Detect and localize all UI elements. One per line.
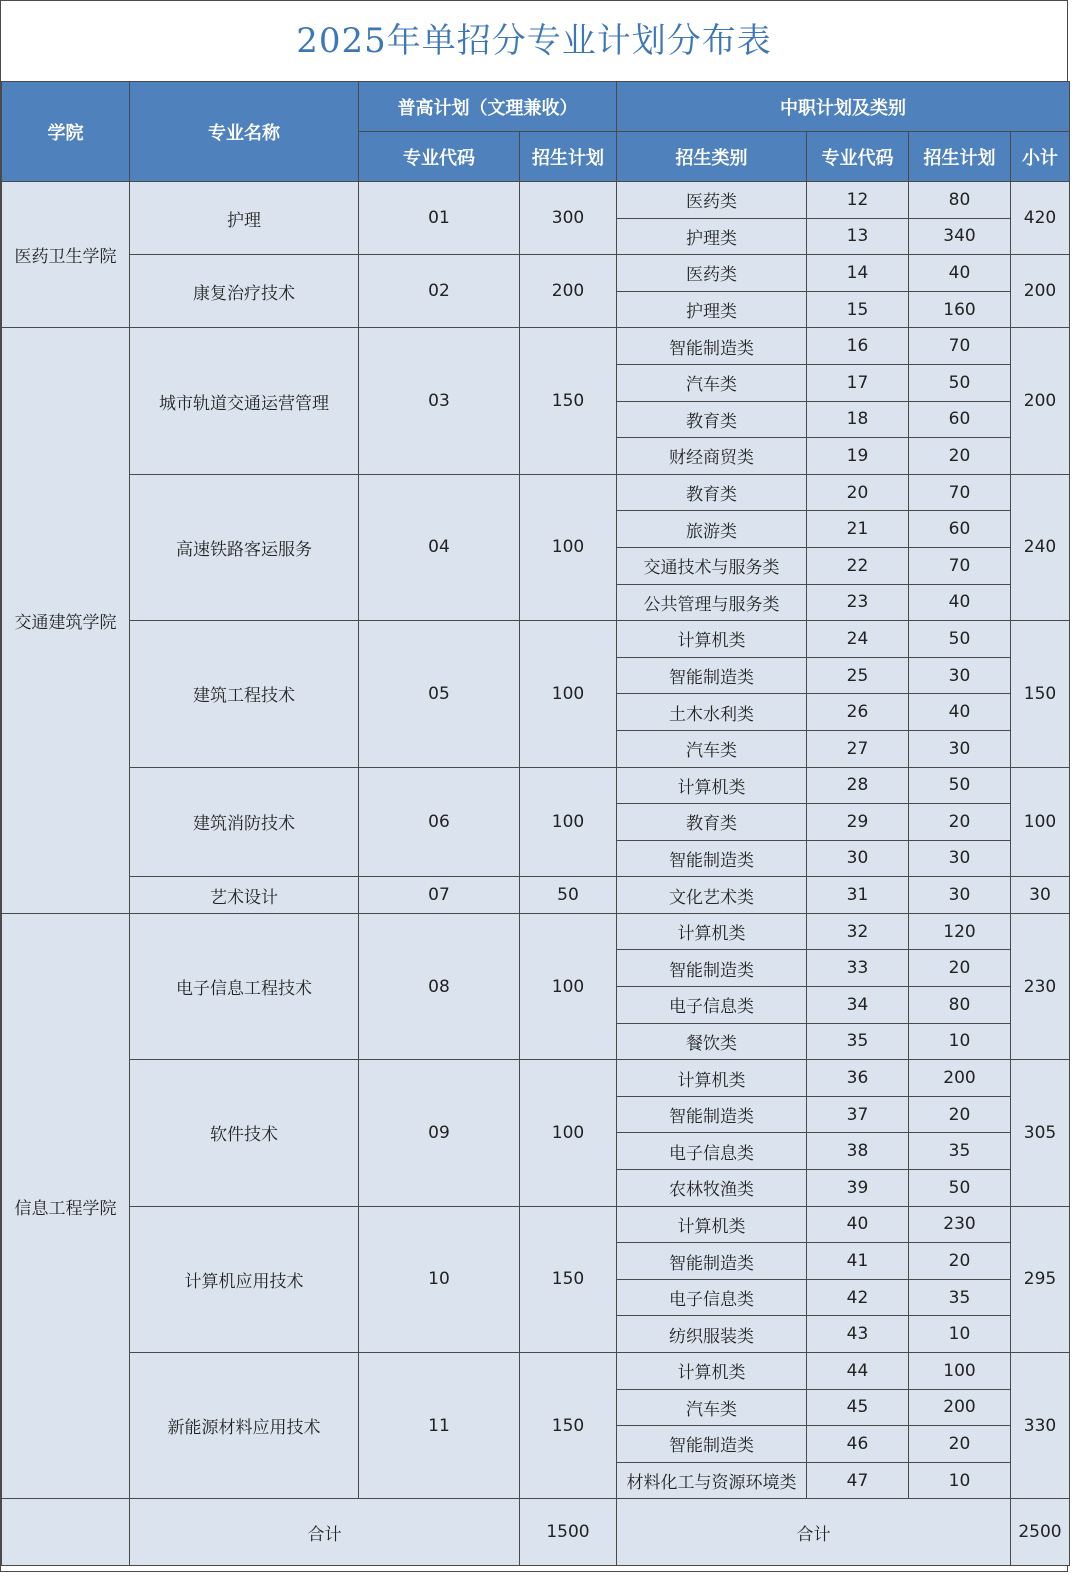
general-plan-value: 150 — [520, 1353, 617, 1499]
header-major-code: 专业代码 — [359, 132, 520, 182]
general-plan-value: 100 — [520, 1060, 617, 1206]
enroll-category: 智能制造类 — [617, 840, 807, 877]
voc-major-code: 21 — [807, 511, 909, 548]
voc-plan-value: 60 — [909, 401, 1011, 438]
voc-major-code: 26 — [807, 694, 909, 731]
major-name: 软件技术 — [130, 1060, 359, 1206]
voc-plan-value: 20 — [909, 438, 1011, 475]
header-college: 学院 — [2, 82, 130, 182]
voc-major-code: 22 — [807, 547, 909, 584]
voc-plan-value: 20 — [909, 1243, 1011, 1280]
enroll-category: 医药类 — [617, 182, 807, 219]
enroll-category: 计算机类 — [617, 913, 807, 950]
subtotal-value: 305 — [1011, 1060, 1070, 1206]
voc-plan-value: 50 — [909, 1170, 1011, 1207]
major-code: 06 — [359, 767, 520, 877]
voc-plan-value: 40 — [909, 255, 1011, 292]
major-code: 04 — [359, 474, 520, 620]
voc-major-code: 24 — [807, 621, 909, 658]
voc-major-code: 23 — [807, 584, 909, 621]
voc-major-code: 36 — [807, 1060, 909, 1097]
major-name: 建筑工程技术 — [130, 621, 359, 767]
voc-plan-value: 80 — [909, 987, 1011, 1024]
general-plan-value: 100 — [520, 913, 617, 1059]
voc-plan-value: 35 — [909, 1133, 1011, 1170]
enroll-category: 计算机类 — [617, 1353, 807, 1390]
major-name: 电子信息工程技术 — [130, 913, 359, 1059]
header-voc-major-code: 专业代码 — [807, 132, 909, 182]
major-code: 01 — [359, 182, 520, 255]
header-general-plan: 普高计划（文理兼收） — [359, 82, 617, 132]
general-plan-value: 100 — [520, 621, 617, 767]
voc-major-code: 43 — [807, 1316, 909, 1353]
enroll-category: 智能制造类 — [617, 1096, 807, 1133]
enroll-category: 汽车类 — [617, 1389, 807, 1426]
voc-plan-value: 10 — [909, 1462, 1011, 1499]
major-code: 11 — [359, 1353, 520, 1499]
total-empty-cell — [2, 1499, 130, 1566]
major-name: 康复治疗技术 — [130, 255, 359, 328]
header-row-1 — [2, 82, 1070, 132]
voc-plan-value: 340 — [909, 218, 1011, 255]
general-plan-value: 100 — [520, 767, 617, 877]
major-code: 09 — [359, 1060, 520, 1206]
enroll-category: 计算机类 — [617, 1206, 807, 1243]
header-enroll-plan: 招生计划 — [520, 132, 617, 182]
voc-plan-value: 50 — [909, 767, 1011, 804]
major-name: 护理 — [130, 182, 359, 255]
voc-plan-value: 50 — [909, 364, 1011, 401]
voc-plan-value: 60 — [909, 511, 1011, 548]
table-row — [2, 182, 1070, 219]
voc-plan-value: 30 — [909, 877, 1011, 914]
voc-major-code: 18 — [807, 401, 909, 438]
total-vocational-label: 合计 — [617, 1499, 1011, 1566]
enroll-category: 土木水利类 — [617, 694, 807, 731]
voc-major-code: 16 — [807, 328, 909, 365]
voc-major-code: 28 — [807, 767, 909, 804]
voc-plan-value: 10 — [909, 1023, 1011, 1060]
voc-major-code: 19 — [807, 438, 909, 475]
voc-major-code: 30 — [807, 840, 909, 877]
enroll-category: 材料化工与资源环境类 — [617, 1462, 807, 1499]
enroll-category: 汽车类 — [617, 364, 807, 401]
major-name: 城市轨道交通运营管理 — [130, 328, 359, 474]
major-name: 建筑消防技术 — [130, 767, 359, 877]
table-row — [2, 255, 1070, 292]
voc-major-code: 12 — [807, 182, 909, 219]
voc-plan-value: 80 — [909, 182, 1011, 219]
total-vocational-value: 2500 — [1011, 1499, 1070, 1566]
subtotal-value: 30 — [1011, 877, 1070, 914]
table-row — [2, 328, 1070, 365]
table-row — [2, 1206, 1070, 1243]
enroll-category: 教育类 — [617, 401, 807, 438]
voc-major-code: 31 — [807, 877, 909, 914]
voc-major-code: 32 — [807, 913, 909, 950]
voc-major-code: 14 — [807, 255, 909, 292]
voc-plan-value: 20 — [909, 804, 1011, 841]
subtotal-value: 295 — [1011, 1206, 1070, 1352]
subtotal-value: 200 — [1011, 255, 1070, 328]
enroll-category: 餐饮类 — [617, 1023, 807, 1060]
voc-plan-value: 30 — [909, 730, 1011, 767]
table-row — [2, 1353, 1070, 1390]
voc-major-code: 47 — [807, 1462, 909, 1499]
voc-major-code: 29 — [807, 804, 909, 841]
voc-plan-value: 40 — [909, 584, 1011, 621]
total-row — [2, 1499, 1070, 1566]
enroll-category: 旅游类 — [617, 511, 807, 548]
subtotal-value: 240 — [1011, 474, 1070, 620]
enroll-category: 汽车类 — [617, 730, 807, 767]
voc-plan-value: 100 — [909, 1353, 1011, 1390]
table-row — [2, 767, 1070, 804]
general-plan-value: 50 — [520, 877, 617, 914]
college-name: 交通建筑学院 — [2, 328, 130, 914]
voc-major-code: 37 — [807, 1096, 909, 1133]
college-name: 医药卫生学院 — [2, 182, 130, 328]
general-plan-value: 100 — [520, 474, 617, 620]
subtotal-value: 230 — [1011, 913, 1070, 1059]
voc-plan-value: 40 — [909, 694, 1011, 731]
enroll-category: 计算机类 — [617, 621, 807, 658]
major-code: 03 — [359, 328, 520, 474]
header-enroll-category: 招生类别 — [617, 132, 807, 182]
enroll-category: 医药类 — [617, 255, 807, 292]
plan-table-body — [2, 182, 1070, 1499]
enroll-category: 农林牧渔类 — [617, 1170, 807, 1207]
voc-major-code: 27 — [807, 730, 909, 767]
total-general-value: 1500 — [520, 1499, 617, 1566]
enroll-category: 电子信息类 — [617, 1279, 807, 1316]
college-name: 信息工程学院 — [2, 913, 130, 1499]
table-row — [2, 877, 1070, 914]
subtotal-value: 200 — [1011, 328, 1070, 474]
enroll-category: 护理类 — [617, 218, 807, 255]
major-name: 新能源材料应用技术 — [130, 1353, 359, 1499]
subtotal-value: 100 — [1011, 767, 1070, 877]
voc-major-code: 33 — [807, 950, 909, 987]
voc-major-code: 39 — [807, 1170, 909, 1207]
enroll-category: 电子信息类 — [617, 1133, 807, 1170]
voc-major-code: 17 — [807, 364, 909, 401]
major-name: 艺术设计 — [130, 877, 359, 914]
general-plan-value: 200 — [520, 255, 617, 328]
voc-major-code: 34 — [807, 987, 909, 1024]
voc-plan-value: 30 — [909, 840, 1011, 877]
major-code: 08 — [359, 913, 520, 1059]
plan-table — [1, 81, 1070, 1566]
voc-plan-value: 50 — [909, 621, 1011, 658]
voc-plan-value: 200 — [909, 1389, 1011, 1426]
voc-major-code: 46 — [807, 1426, 909, 1463]
enroll-category: 教育类 — [617, 804, 807, 841]
enroll-category: 文化艺术类 — [617, 877, 807, 914]
subtotal-value: 330 — [1011, 1353, 1070, 1499]
general-plan-value: 150 — [520, 328, 617, 474]
major-code: 10 — [359, 1206, 520, 1352]
voc-plan-value: 160 — [909, 291, 1011, 328]
enroll-category: 教育类 — [617, 474, 807, 511]
voc-major-code: 25 — [807, 657, 909, 694]
voc-major-code: 44 — [807, 1353, 909, 1390]
table-row — [2, 474, 1070, 511]
subtotal-value: 150 — [1011, 621, 1070, 767]
voc-plan-value: 230 — [909, 1206, 1011, 1243]
voc-major-code: 15 — [807, 291, 909, 328]
voc-plan-value: 70 — [909, 547, 1011, 584]
header-vocational-plan: 中职计划及类别 — [617, 82, 1070, 132]
voc-plan-value: 20 — [909, 1426, 1011, 1463]
voc-plan-value: 20 — [909, 1096, 1011, 1133]
enroll-category: 纺织服装类 — [617, 1316, 807, 1353]
major-code: 05 — [359, 621, 520, 767]
voc-major-code: 40 — [807, 1206, 909, 1243]
general-plan-value: 150 — [520, 1206, 617, 1352]
general-plan-value: 300 — [520, 182, 617, 255]
voc-major-code: 35 — [807, 1023, 909, 1060]
table-row — [2, 1060, 1070, 1097]
enroll-category: 计算机类 — [617, 767, 807, 804]
voc-major-code: 41 — [807, 1243, 909, 1280]
major-name: 计算机应用技术 — [130, 1206, 359, 1352]
voc-plan-value: 70 — [909, 328, 1011, 365]
enroll-category: 智能制造类 — [617, 1426, 807, 1463]
voc-plan-value: 200 — [909, 1060, 1011, 1097]
header-voc-enroll-plan: 招生计划 — [909, 132, 1011, 182]
header-subtotal: 小计 — [1011, 132, 1070, 182]
enroll-category: 智能制造类 — [617, 328, 807, 365]
major-code: 07 — [359, 877, 520, 914]
voc-major-code: 42 — [807, 1279, 909, 1316]
voc-plan-value: 20 — [909, 950, 1011, 987]
voc-plan-value: 120 — [909, 913, 1011, 950]
table-row — [2, 913, 1070, 950]
enroll-category: 公共管理与服务类 — [617, 584, 807, 621]
enroll-category: 计算机类 — [617, 1060, 807, 1097]
page-title: 2025年单招分专业计划分布表 — [296, 21, 772, 61]
enroll-category: 财经商贸类 — [617, 438, 807, 475]
major-code: 02 — [359, 255, 520, 328]
voc-plan-value: 70 — [909, 474, 1011, 511]
enroll-category: 护理类 — [617, 291, 807, 328]
enroll-category: 智能制造类 — [617, 657, 807, 694]
voc-major-code: 20 — [807, 474, 909, 511]
enroll-category: 智能制造类 — [617, 950, 807, 987]
voc-major-code: 38 — [807, 1133, 909, 1170]
voc-major-code: 13 — [807, 218, 909, 255]
subtotal-value: 420 — [1011, 182, 1070, 255]
header-major-name: 专业名称 — [130, 82, 359, 182]
voc-major-code: 45 — [807, 1389, 909, 1426]
major-name: 高速铁路客运服务 — [130, 474, 359, 620]
enroll-category: 交通技术与服务类 — [617, 547, 807, 584]
voc-plan-value: 10 — [909, 1316, 1011, 1353]
total-general-label: 合计 — [130, 1499, 520, 1566]
table-row — [2, 621, 1070, 658]
enroll-category: 智能制造类 — [617, 1243, 807, 1280]
voc-plan-value: 35 — [909, 1279, 1011, 1316]
enroll-category: 电子信息类 — [617, 987, 807, 1024]
voc-plan-value: 30 — [909, 657, 1011, 694]
